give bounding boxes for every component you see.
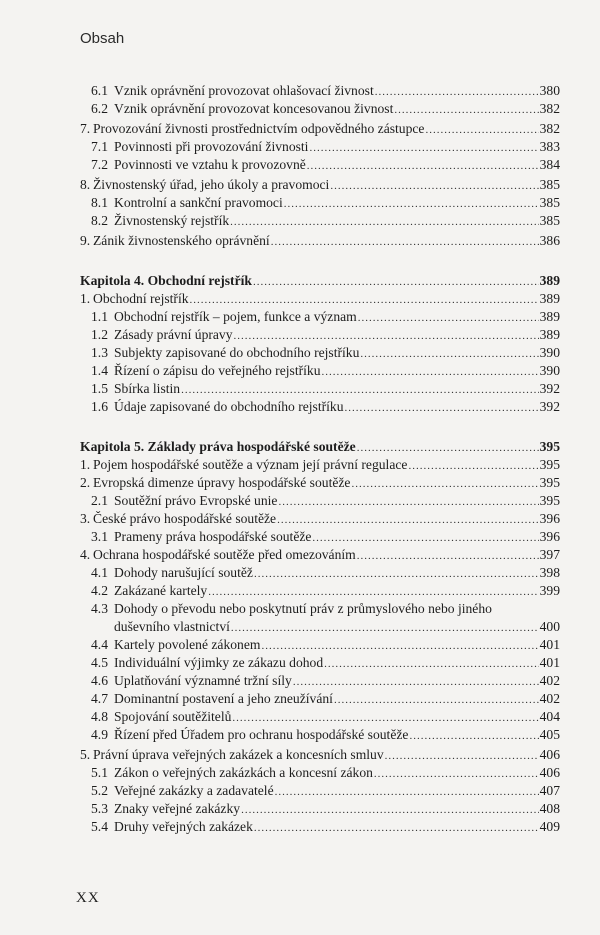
toc-entry[interactable]	[91, 782, 560, 800]
toc-entry-title: Živnostenský úřad, jeho úkoly a pravomoci	[93, 177, 330, 192]
toc-entry-title: Evropská dimenze úpravy hospodářské soutěže	[93, 475, 351, 490]
toc-entry-number: 7.1	[91, 139, 108, 154]
toc-entry[interactable]	[91, 138, 560, 156]
toc-entry[interactable]	[91, 326, 560, 344]
toc-entry-title: Řízení před Úřadem pro ochranu hospodářské soutěže	[114, 727, 409, 742]
toc-entry[interactable]	[91, 194, 560, 212]
toc-entry-page: 395	[539, 475, 560, 490]
toc-entry-title: Obchodní rejstřík – pojem, funkce a význam	[114, 309, 357, 324]
dot-leader	[284, 195, 539, 213]
toc-entry[interactable]	[80, 546, 560, 564]
toc-entry-number: 8.1	[91, 195, 108, 210]
toc-entry[interactable]	[91, 156, 560, 174]
toc-entry-title: Řízení o zápisu do veřejného rejstříku	[114, 363, 321, 378]
toc-entry-title: Dohody o převodu nebo poskytnutí práv z průmyslového nebo jiného	[114, 601, 492, 616]
toc-entry-page: 398	[539, 565, 560, 580]
toc-entry-page: 395	[539, 439, 560, 454]
toc-entry[interactable]	[91, 582, 560, 600]
toc-entry[interactable]	[91, 82, 560, 100]
toc-entry-number: 3.1	[91, 529, 108, 544]
toc-entry-page: 402	[539, 673, 560, 688]
toc-entry-title: Pojem hospodářské soutěže a význam její právní regulace	[93, 457, 408, 472]
toc-entry-page: 405	[539, 727, 560, 742]
toc-entry[interactable]	[91, 380, 560, 398]
toc-entry[interactable]	[80, 120, 560, 138]
toc-entry-page: 397	[539, 547, 560, 562]
toc-entry-number: 5.1	[91, 765, 108, 780]
toc-entry-title: Dominantní postavení a jeho zneužívání	[114, 691, 333, 706]
toc-entry-title: Zákon o veřejných zakázkách a koncesní zákon	[114, 765, 373, 780]
toc-entry-title: Subjekty zapisované do obchodního rejstříku	[114, 345, 360, 360]
toc-entry-page: 396	[539, 529, 560, 544]
toc-entry[interactable]	[91, 398, 560, 416]
toc-entry[interactable]	[91, 492, 560, 510]
toc-entry[interactable]	[91, 690, 560, 708]
toc-entry[interactable]	[91, 212, 560, 230]
toc-entry-number: 5.2	[91, 783, 108, 798]
toc-entry-number: 6.1	[91, 83, 108, 98]
toc-entry-page: 402	[539, 691, 560, 706]
dot-leader	[230, 213, 538, 231]
toc-entry-number: 5.	[80, 747, 91, 762]
toc-entry-number: 1.	[80, 457, 91, 472]
toc-entry-title: Zánik živnostenského oprávnění	[93, 233, 270, 248]
dot-leader	[334, 691, 539, 709]
toc-entry-number: 7.	[80, 121, 91, 136]
dot-leader	[425, 121, 538, 139]
toc-entry-page: 385	[539, 177, 560, 192]
toc-entry[interactable]	[80, 474, 560, 492]
toc-entry-page: 392	[539, 399, 560, 414]
dot-leader	[271, 233, 539, 251]
dot-leader	[253, 273, 539, 291]
toc-entry-number: 4.8	[91, 709, 108, 724]
toc-entry-title: Spojování soutěžitelů	[114, 709, 232, 724]
toc-entry-page: 406	[539, 765, 560, 780]
toc-entry-number: 4.3	[91, 601, 108, 616]
toc-entry-title: Individuální výjimky ze zákazu dohod	[114, 655, 324, 670]
dot-leader	[394, 101, 538, 119]
toc-entry-number: 1.2	[91, 327, 108, 342]
dot-leader	[208, 583, 538, 601]
toc-entry-title: Obchodní rejstřík	[93, 291, 189, 306]
toc-entry-number: 4.7	[91, 691, 108, 706]
toc-entry-title: Živnostenský rejstřík	[114, 213, 230, 228]
toc-entry-page: 380	[539, 83, 560, 98]
toc-entry-title: Údaje zapisované do obchodního rejstříku	[114, 399, 344, 414]
toc-entry-number: 4.5	[91, 655, 108, 670]
toc-entry-page: 407	[539, 783, 560, 798]
dot-leader	[322, 363, 539, 381]
toc-entry-number: 1.1	[91, 309, 108, 324]
toc-entry[interactable]	[80, 232, 560, 250]
toc-entry-page: 401	[539, 655, 560, 670]
toc-entry-number: 4.2	[91, 583, 108, 598]
toc-entry-title: Právní úprava veřejných zakázek a koncesních smluv	[93, 747, 384, 762]
toc-entry[interactable]	[91, 600, 560, 618]
toc-entry-page: 395	[539, 493, 560, 508]
dot-leader	[234, 327, 539, 345]
toc-chapter-entry[interactable]	[80, 438, 560, 456]
toc-entry-number: 3.	[80, 511, 91, 526]
toc-chapter-entry[interactable]	[80, 272, 560, 290]
dot-leader	[360, 345, 538, 363]
toc-entry[interactable]	[80, 176, 560, 194]
running-head: Obsah	[80, 30, 125, 47]
toc-entry-title: Vznik oprávnění provozovat koncesovanou živnost	[114, 101, 394, 116]
toc-entry-page: 385	[539, 195, 560, 210]
dot-leader	[351, 475, 538, 493]
toc-entry-number: 8.	[80, 177, 91, 192]
toc-entry-page: 406	[539, 747, 560, 762]
dot-leader	[374, 765, 539, 783]
toc-entry[interactable]	[91, 654, 560, 672]
toc-entry-page: 386	[539, 233, 560, 248]
toc-entry[interactable]	[80, 456, 560, 474]
toc-entry[interactable]	[91, 708, 560, 726]
toc-entry-title: Znaky veřejné zakázky	[114, 801, 241, 816]
toc-entry-page: 389	[539, 309, 560, 324]
toc-entry-title: Prameny práva hospodářské soutěže	[114, 529, 312, 544]
toc-entry[interactable]	[80, 290, 560, 308]
toc-entry-title: Uplatňování významné tržní síly	[114, 673, 292, 688]
dot-leader	[385, 747, 539, 765]
dot-leader	[190, 291, 539, 309]
toc-entry-number: 1.6	[91, 399, 108, 414]
toc-entry-page: 389	[539, 273, 560, 288]
toc-entry-page: 404	[539, 709, 560, 724]
dot-leader	[309, 139, 538, 157]
toc-entry-page: 401	[539, 637, 560, 652]
toc-entry-page: 400	[539, 619, 560, 634]
toc-entry-title: Zásady právní úpravy	[114, 327, 233, 342]
toc-entry-number: 4.4	[91, 637, 108, 652]
toc-entry-page: 399	[539, 583, 560, 598]
toc-entry-page: 389	[539, 291, 560, 306]
dot-leader	[345, 399, 539, 417]
toc-entry-title: Soutěžní právo Evropské unie	[114, 493, 278, 508]
toc-entry[interactable]	[91, 618, 560, 636]
dot-leader	[330, 177, 538, 195]
page-number: XX	[76, 890, 100, 906]
toc-entry-title: Vznik oprávnění provozovat ohlašovací živnost	[114, 83, 374, 98]
dot-leader	[261, 637, 538, 655]
toc-entry[interactable]	[91, 344, 560, 362]
toc-entry[interactable]	[91, 764, 560, 782]
dot-leader	[181, 381, 539, 399]
toc-entry-title: Kontrolní a sankční pravomoci	[114, 195, 283, 210]
toc-entry-title: Provozování živnosti prostřednictvím odpovědného zástupce	[93, 121, 425, 136]
dot-leader	[232, 709, 538, 727]
toc-entry[interactable]	[91, 818, 560, 836]
dot-leader	[357, 439, 539, 457]
toc-entry-number: 1.3	[91, 345, 108, 360]
dot-leader	[408, 457, 538, 475]
dot-leader	[277, 511, 539, 529]
dot-leader	[254, 819, 539, 837]
toc-entry-number: 6.2	[91, 101, 108, 116]
toc-entry[interactable]	[91, 100, 560, 118]
toc-entry-title: Druhy veřejných zakázek	[114, 819, 253, 834]
dot-leader	[254, 565, 539, 583]
toc-entry-title: Dohody narušující soutěž	[114, 565, 253, 580]
toc-entry[interactable]	[80, 746, 560, 764]
toc-entry-page: 396	[539, 511, 560, 526]
toc-entry-number: 5.4	[91, 819, 108, 834]
dot-leader	[358, 309, 539, 327]
dot-leader	[312, 529, 538, 547]
dot-leader	[324, 655, 538, 673]
dot-leader	[357, 547, 539, 565]
toc-entry-title: České právo hospodářské soutěže	[93, 511, 277, 526]
dot-leader	[231, 619, 539, 637]
toc-entry-page: 392	[539, 381, 560, 396]
dot-leader	[409, 727, 538, 745]
dot-leader	[375, 83, 539, 101]
dot-leader	[293, 673, 539, 691]
dot-leader	[275, 783, 539, 801]
toc-entry-page: 389	[539, 327, 560, 342]
toc-entry-page: 409	[539, 819, 560, 834]
toc-entry-number: 7.2	[91, 157, 108, 172]
toc-entry[interactable]	[91, 528, 560, 546]
toc-entry-number: 2.	[80, 475, 91, 490]
dot-leader	[307, 157, 539, 175]
toc-entry-title: Kapitola 4. Obchodní rejstřík	[80, 273, 252, 288]
toc-entry[interactable]	[91, 362, 560, 380]
toc-entry-number: 5.3	[91, 801, 108, 816]
toc-entry-page: 382	[539, 121, 560, 136]
toc-entry-title: duševního vlastnictví	[114, 619, 230, 634]
toc-entry-number: 1.5	[91, 381, 108, 396]
toc-entry-title: Veřejné zakázky a zadavatelé	[114, 783, 274, 798]
toc-entry-number: 4.6	[91, 673, 108, 688]
toc-entry-number: 4.9	[91, 727, 108, 742]
toc-entry-page: 390	[539, 363, 560, 378]
toc-entry[interactable]	[91, 564, 560, 582]
toc-entry[interactable]	[91, 308, 560, 326]
toc-entry[interactable]	[91, 800, 560, 818]
toc-entry-number: 9.	[80, 233, 91, 248]
toc-entry-page: 395	[539, 457, 560, 472]
toc-entry-page: 382	[539, 101, 560, 116]
toc-entry-page: 408	[539, 801, 560, 816]
toc-entry-title: Kartely povolené zákonem	[114, 637, 261, 652]
toc-entry-number: 1.4	[91, 363, 108, 378]
toc-entry-page: 390	[539, 345, 560, 360]
toc-entry-number: 2.1	[91, 493, 108, 508]
toc-entry-number: 4.	[80, 547, 91, 562]
toc-entry-page: 385	[539, 213, 560, 228]
toc-entry-title: Povinnosti ve vztahu k provozovně	[114, 157, 306, 172]
toc-entry-number: 4.1	[91, 565, 108, 580]
toc-entry-title: Povinnosti při provozování živnosti	[114, 139, 309, 154]
toc-entry[interactable]	[80, 510, 560, 528]
dot-leader	[278, 493, 538, 511]
toc-entry-title: Zakázané kartely	[114, 583, 208, 598]
toc-entry-title: Kapitola 5. Základy práva hospodářské soutěže	[80, 439, 356, 454]
toc-entry[interactable]	[91, 726, 560, 744]
toc-entry[interactable]	[91, 636, 560, 654]
toc-entry-page: 383	[539, 139, 560, 154]
dot-leader	[241, 801, 539, 819]
toc-entry[interactable]	[91, 672, 560, 690]
toc-entry-title: Ochrana hospodářské soutěže před omezováním	[93, 547, 356, 562]
toc-entry-number: 8.2	[91, 213, 108, 228]
toc-entry-title: Sbírka listin	[114, 381, 181, 396]
toc-entry-number: 1.	[80, 291, 91, 306]
toc-entry-page: 384	[539, 157, 560, 172]
